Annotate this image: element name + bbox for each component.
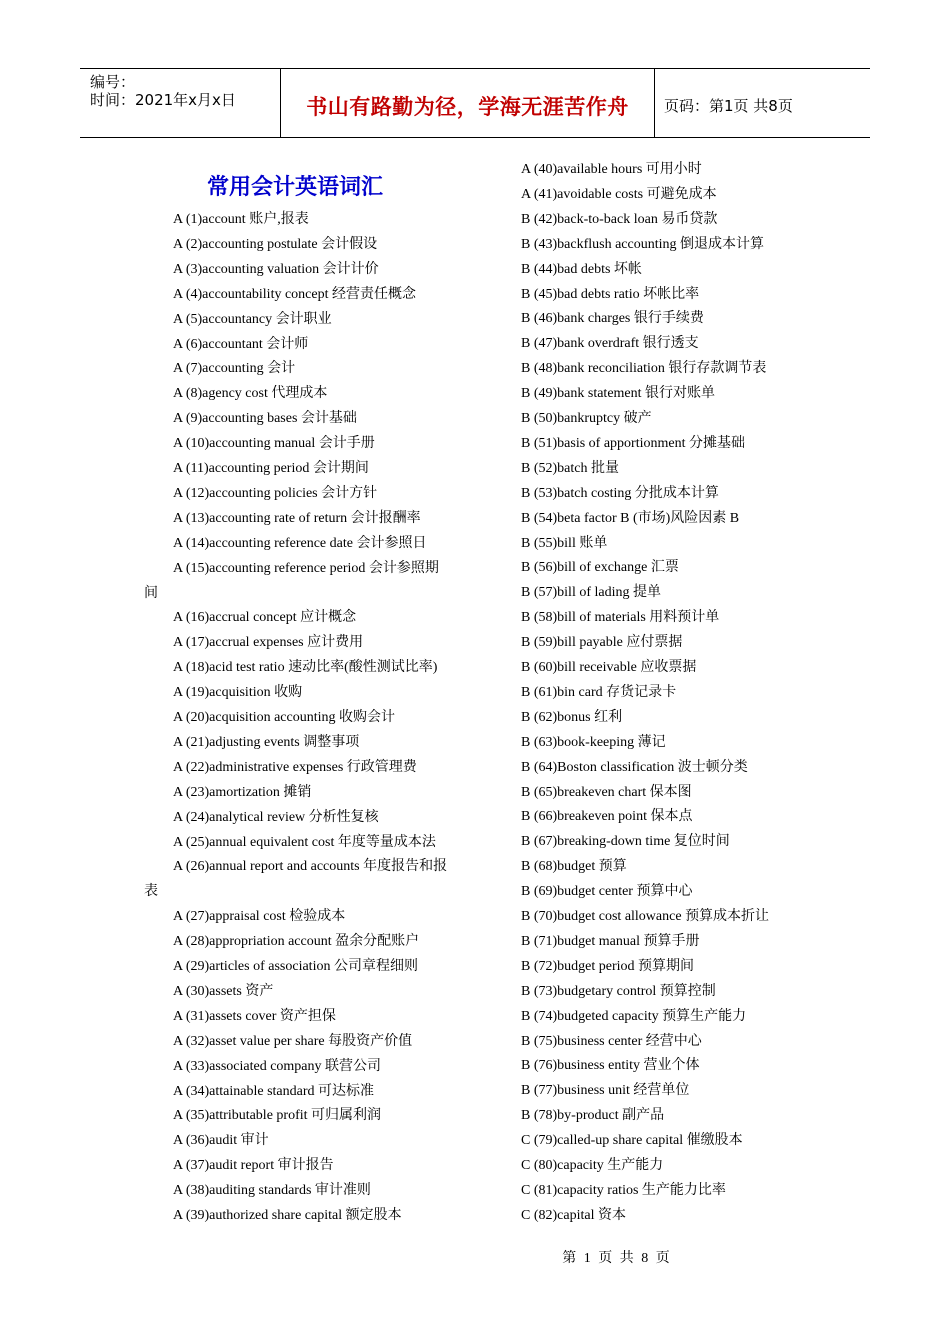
vocab-entry: A (17)accrual expenses 应计费用 bbox=[173, 635, 364, 651]
vocab-entry: B (69)budget center 预算中心 bbox=[521, 884, 693, 900]
vocab-entry: A (6)accountant 会计师 bbox=[173, 336, 309, 352]
vocab-entry: A (30)assets 资产 bbox=[173, 983, 274, 999]
vocab-entry: A (2)accounting postulate 会计假设 bbox=[173, 236, 378, 252]
vocab-entry: B (46)bank charges 银行手续费 bbox=[521, 311, 704, 327]
vocab-entry: C (81)capacity ratios 生产能力比率 bbox=[521, 1182, 726, 1198]
vocab-entry: A (27)appraisal cost 检验成本 bbox=[173, 909, 346, 925]
vocab-entry: A (38)auditing standards 审计准则 bbox=[173, 1183, 371, 1199]
vocab-entry: A (33)associated company 联营公司 bbox=[173, 1058, 382, 1074]
vocab-entry: A (10)accounting manual 会计手册 bbox=[173, 436, 375, 452]
vocab-entry: A (8)agency cost 代理成本 bbox=[173, 386, 328, 402]
vocab-entry: A (37)audit report 审计报告 bbox=[173, 1158, 334, 1174]
vocab-entry: C (79)called-up share capital 催缴股本 bbox=[521, 1133, 743, 1149]
vocab-entry: C (80)capacity 生产能力 bbox=[521, 1158, 664, 1173]
time-label: 时间：2021年x月x日 bbox=[90, 91, 236, 109]
vocab-entry: B (76)business entity 营业个体 bbox=[521, 1058, 700, 1074]
vocab-entry: B (67)breaking-down time 复位时间 bbox=[521, 834, 730, 850]
vocab-entry: A (14)accounting reference date 会计参照日 bbox=[173, 535, 427, 551]
motto: 书山有路勤为径，学海无涯苦作舟 bbox=[306, 95, 629, 119]
vocab-entry: A (22)administrative expenses 行政管理费 bbox=[173, 759, 417, 775]
vocab-entry: B (44)bad debts 坏帐 bbox=[521, 261, 642, 277]
vocab-entry: B (43)backflush accounting 倒退成本计算 bbox=[521, 236, 765, 252]
vocab-entry: B (77)business unit 经营单位 bbox=[521, 1083, 690, 1099]
vocab-entry: B (55)bill 账单 bbox=[521, 535, 608, 551]
vocab-entry: A (9)accounting bases 会计基础 bbox=[173, 411, 357, 427]
vocab-entry: A (12)accounting policies 会计方针 bbox=[173, 485, 378, 501]
vocab-entry: B (74)budgeted capacity 预算生产能力 bbox=[521, 1008, 747, 1024]
entry-continuation: 表 bbox=[144, 884, 158, 900]
vocab-entry: B (57)bill of lading 提单 bbox=[521, 585, 661, 601]
page-info: 页码：第1页 共8页 bbox=[664, 97, 793, 115]
vocab-entry: A (40)available hours 可用小时 bbox=[521, 162, 702, 177]
vocab-entry: A (21)adjusting events 调整事项 bbox=[173, 734, 360, 750]
vocab-entry: A (20)acquisition accounting 收购会计 bbox=[173, 710, 396, 725]
vocab-entry: A (19)acquisition 收购 bbox=[173, 685, 303, 701]
vocab-entry: A (26)annual report and accounts 年度报告和报 bbox=[173, 859, 448, 875]
vocab-entry: B (70)budget cost allowance 预算成本折让 bbox=[521, 909, 770, 924]
vocab-entry: B (73)budgetary control 预算控制 bbox=[521, 983, 716, 999]
vocab-entry: B (62)bonus 红利 bbox=[521, 709, 623, 725]
vocab-entry: A (28)appropriation account 盈余分配账户 bbox=[173, 934, 420, 950]
vocab-entry: B (52)batch 批量 bbox=[521, 460, 619, 476]
page-header bbox=[80, 68, 870, 138]
vocab-entry: A (15)accounting reference period 会计参照期 bbox=[173, 560, 439, 576]
vocab-entry: B (72)budget period 预算期间 bbox=[521, 958, 695, 974]
vocab-entry: B (48)bank reconciliation 银行存款调节表 bbox=[521, 361, 767, 377]
vocab-entry: B (53)batch costing 分批成本计算 bbox=[521, 485, 719, 501]
vocab-entry: B (60)bill receivable 应收票据 bbox=[521, 660, 697, 675]
vocab-entry: A (24)analytical review 分析性复核 bbox=[173, 809, 379, 825]
vocab-entry: B (49)bank statement 银行对账单 bbox=[521, 386, 716, 402]
vocab-entry: B (59)bill payable 应付票据 bbox=[521, 635, 683, 651]
vocab-entry: B (66)breakeven point 保本点 bbox=[521, 809, 693, 825]
vocab-entry: B (45)bad debts ratio 坏帐比率 bbox=[521, 286, 700, 302]
vocab-entry: A (13)accounting rate of return 会计报酬率 bbox=[173, 510, 421, 526]
document-title: 常用会计英语词汇 bbox=[207, 175, 384, 200]
vocab-entry: A (35)attributable profit 可归属利润 bbox=[173, 1108, 382, 1124]
vocab-entry: C (82)capital 资本 bbox=[521, 1207, 626, 1223]
vocab-entry: A (36)audit 审计 bbox=[173, 1133, 269, 1149]
vocab-entry: B (58)bill of materials 用料预计单 bbox=[521, 610, 720, 626]
vocab-entry: A (41)avoidable costs 可避免成本 bbox=[521, 186, 717, 202]
entry-continuation: 间 bbox=[144, 585, 158, 601]
vocab-entry: A (23)amortization 摊销 bbox=[173, 784, 312, 800]
vocab-entry: B (42)back-to-back loan 易币贷款 bbox=[521, 211, 718, 227]
vocab-entry: B (63)book-keeping 薄记 bbox=[521, 734, 666, 750]
vocab-entry: A (31)assets cover 资产担保 bbox=[173, 1008, 336, 1024]
vocab-entry: B (56)bill of exchange 汇票 bbox=[521, 560, 679, 576]
vocab-entry: A (34)attainable standard 可达标准 bbox=[173, 1083, 375, 1099]
vocab-entry: A (5)accountancy 会计职业 bbox=[173, 311, 332, 327]
header-left-cell bbox=[80, 69, 280, 137]
vocab-entry: B (54)beta factor B (市场)风险因素 B bbox=[521, 510, 740, 526]
vocab-entry: B (50)bankruptcy 破产 bbox=[521, 411, 652, 426]
vocab-entry: B (61)bin card 存货记录卡 bbox=[521, 684, 677, 700]
vocab-entry: A (11)accounting period 会计期间 bbox=[173, 461, 369, 476]
header-right-cell bbox=[654, 69, 870, 137]
vocab-entry: B (47)bank overdraft 银行透支 bbox=[521, 336, 699, 352]
vocab-entry: B (75)business center 经营中心 bbox=[521, 1033, 702, 1049]
vocab-entry: A (7)accounting 会计 bbox=[173, 361, 296, 377]
header-motto-cell bbox=[280, 69, 655, 137]
vocab-entry: B (78)by-product 副产品 bbox=[521, 1108, 665, 1124]
vocab-entry: A (32)asset value per share 每股资产价值 bbox=[173, 1033, 413, 1049]
vocab-entry: B (65)breakeven chart 保本图 bbox=[521, 784, 692, 800]
number-label: 编号： bbox=[90, 73, 136, 91]
vocab-entry: B (51)basis of apportionment 分摊基础 bbox=[521, 435, 745, 451]
vocab-entry: A (29)articles of association 公司章程细则 bbox=[173, 959, 418, 974]
vocab-entry: A (3)accounting valuation 会计计价 bbox=[173, 261, 379, 277]
vocab-entry: A (16)accrual concept 应计概念 bbox=[173, 610, 357, 626]
vocab-entry: A (39)authorized share capital 额定股本 bbox=[173, 1208, 402, 1223]
vocab-entry: A (1)account 账户,报表 bbox=[173, 212, 309, 227]
vocab-entry: B (71)budget manual 预算手册 bbox=[521, 933, 700, 949]
vocab-entry: B (64)Boston classification 波士顿分类 bbox=[521, 759, 748, 775]
vocab-entry: A (18)acid test ratio 速动比率(酸性测试比率) bbox=[173, 660, 438, 676]
page-footer: 第 1 页 共 8 页 bbox=[562, 1251, 672, 1266]
vocab-entry: B (68)budget 预算 bbox=[521, 859, 627, 875]
vocab-entry: A (25)annual equivalent cost 年度等量成本法 bbox=[173, 834, 436, 850]
vocab-entry: A (4)accountability concept 经营责任概念 bbox=[173, 286, 416, 302]
